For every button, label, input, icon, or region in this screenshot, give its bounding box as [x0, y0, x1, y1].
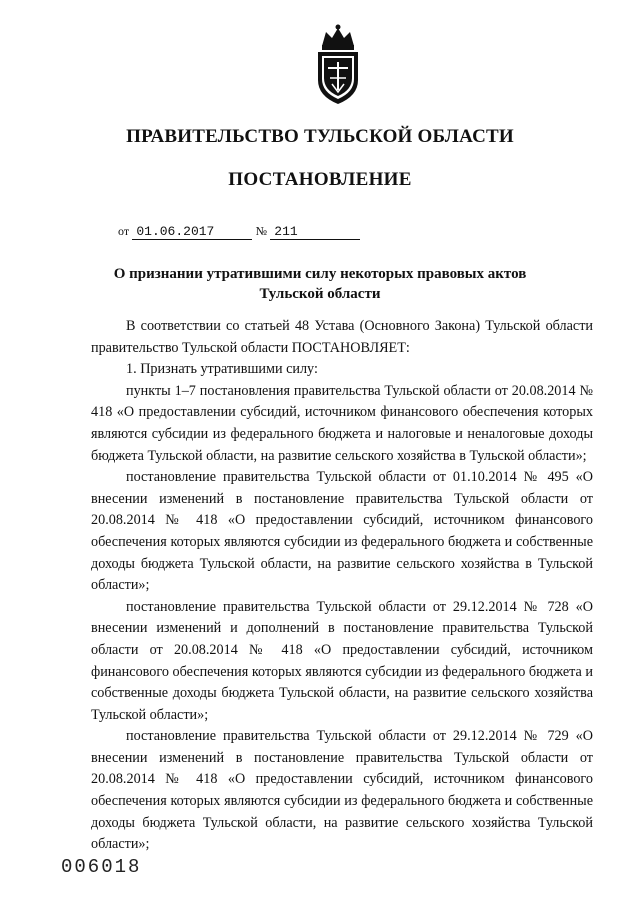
from-label: от: [118, 224, 130, 238]
document-subject: [0, 264, 640, 304]
body-paragraph: постановление правительства Тульской области от 29.12.2014 № 728 «О внесении изменений и дополнений в постановление правительства Тульской области от 20.08.2014 № 418 «О предоставлении субсидий, источником финансового обеспечения которых являются субсидии из федерального бюджета и собственные доходы бюджета Тульской области, на развитие сельского хозяйства Тульской области»;: [91, 598, 593, 723]
document-date: 01.06.2017: [132, 224, 252, 240]
body-paragraph: постановление правительства Тульской области от 01.10.2014 № 495 «О внесении изменений в постановление правительства Тульской области от 20.08.2014 № 418 «О предоставлении субсидий, источником финансового обеспечения которых являются субсидии из федерального бюджета и собственные доходы бюджета Тульской области, на развитие сельского хозяйства в Тульской области»;: [91, 469, 593, 594]
serial-number: 006018: [61, 856, 142, 878]
government-title: ПРАВИТЕЛЬСТВО ТУЛЬСКОЙ ОБЛАСТИ: [126, 126, 514, 147]
number-label: №: [255, 224, 268, 238]
document-number: 211: [270, 224, 360, 240]
tula-coat-of-arms-icon: [310, 22, 366, 106]
body-paragraph: В соответствии со статьей 48 Устава (Основного Закона) Тульской области правительство Тульской области ПОСТАНОВЛЯЕТ:: [91, 318, 593, 356]
body-paragraph: постановление правительства Тульской области от 29.12.2014 № 729 «О внесении изменений в постановление правительства Тульской области от 20.08.2014 № 418 «О предоставлении субсидий, источником финансового обеспечения которых являются субсидии из федерального бюджета и собственные доходы бюджета Тульской области, на развитие сельского хозяйства Тульской области»;: [91, 728, 593, 853]
document-body: [91, 316, 593, 856]
subject-line-2: Тульской области: [259, 286, 381, 302]
dateline: [118, 223, 360, 240]
document-type: ПОСТАНОВЛЕНИЕ: [228, 169, 412, 190]
body-paragraph: 1. Признать утратившими силу:: [126, 361, 318, 378]
body-paragraph: пункты 1–7 постановления правительства Тульской области от 20.08.2014 № 418 «О предоставлении субсидий, источником финансового обеспечения которых являются субсидии из федерального бюджета и налоговые и неналоговые доходы бюджета Тульской области, на развитие сельского хозяйства в Тульской области»;: [91, 382, 593, 464]
subject-line-1: О признании утратившими силу некоторых правовых актов: [113, 266, 527, 282]
